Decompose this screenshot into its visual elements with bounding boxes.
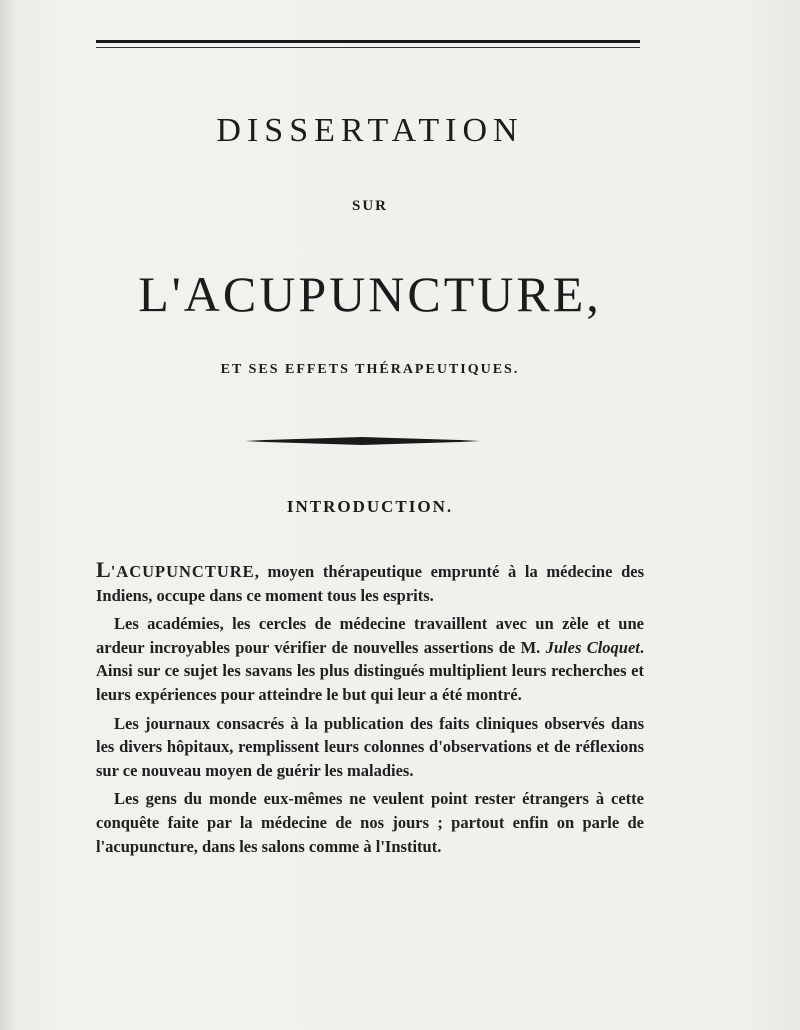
body-text [96, 558, 644, 863]
top-rule-thin [96, 47, 640, 48]
paragraph-4: Les gens du monde eux-mêmes ne veulent point rester étrangers à cette conquête faite par la médecine de nos jours ; partout enfin on parle de l'acupuncture, dans les salons comme à l'Institut. [96, 789, 644, 856]
subtitle: ET SES EFFETS THÉRAPEUTIQUES. [220, 362, 520, 377]
section-heading: INTRODUCTION. [286, 497, 454, 516]
ornamental-divider [245, 436, 480, 446]
title-connector: SUR [351, 198, 388, 214]
paragraph-1 [96, 558, 644, 607]
top-rule [96, 40, 640, 43]
smallcaps-word: 'ACUPUNCTURE [110, 562, 255, 581]
paragraph-1-text: , moyen thérapeutique emprunté à la médecine des Indiens, occupe dans ce moment tous les esprits. [96, 562, 644, 605]
paragraph-2-text-b: . Ainsi sur ce sujet les savans les plus distingués multiplient leurs recherches et leurs expériences pour atteindre le but qui leur a été montré. [96, 637, 644, 704]
paragraph-2 [96, 612, 644, 706]
main-title: L'ACUPUNCTURE, [138, 266, 602, 322]
drop-cap: L [96, 557, 111, 582]
paragraph-3: Les journaux consacrés à la publication des faits cliniques observés dans les divers hôpitaux, remplissent leurs colonnes d'observations et de réflexions sur ce nouveau moyen de guérir les maladies. [96, 713, 644, 780]
page-title: DISSERTATION [216, 112, 524, 149]
person-name: Jules Cloquet [545, 637, 640, 657]
paragraph-2-text-a: Les académies, les cercles de médecine travaillent avec un zèle et une ardeur incroyables pour vérifier de nouvelles assertions de M. [96, 614, 644, 657]
